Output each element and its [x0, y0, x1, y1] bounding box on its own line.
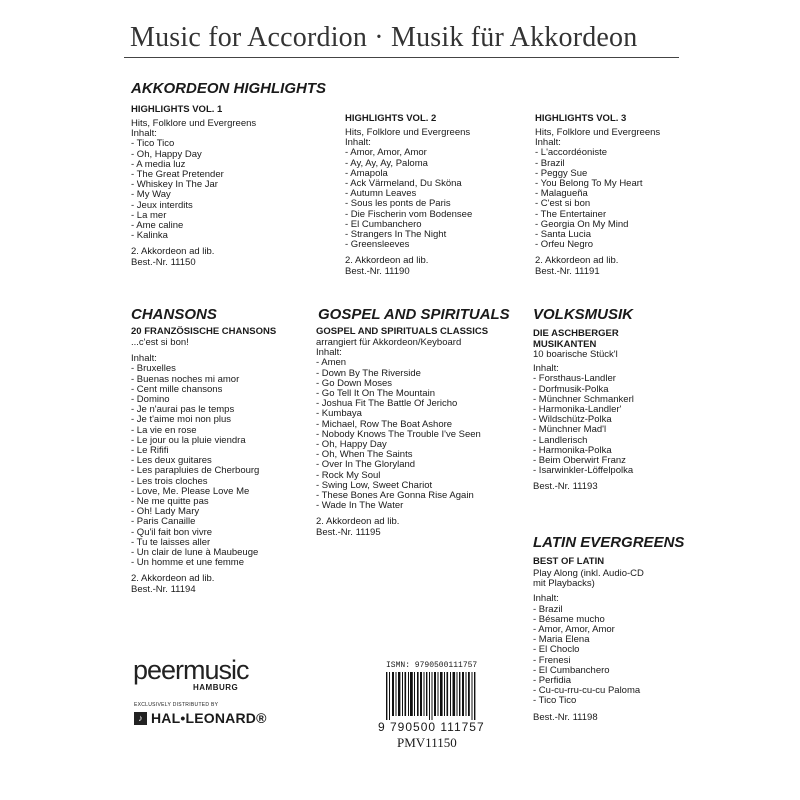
catalog-number: PMV11150 — [397, 735, 457, 750]
list-item: - Rock My Soul — [316, 469, 381, 481]
list-item: - Landlerisch — [533, 434, 588, 446]
list-item: - Oh, Happy Day — [131, 148, 202, 160]
ismn-text: ISMN: 9790500111757 — [386, 661, 478, 670]
vol2-subtitle: HIGHLIGHTS VOL. 2 — [345, 113, 437, 124]
hal-leonard-wordmark: HAL•LEONARD® — [151, 710, 267, 726]
chansons-note: 2. Akkordeon ad lib. — [131, 573, 215, 585]
list-item: - Go Down Moses — [316, 377, 393, 389]
vol1-block — [131, 104, 321, 268]
peermusic-wordmark: peermusic — [133, 655, 249, 685]
list-item: - Le Rififi — [131, 445, 169, 457]
list-item: - A media luz — [131, 158, 186, 170]
chansons-block — [131, 326, 311, 595]
chansons-list — [131, 364, 311, 568]
vol3-desc: Hits, Folklore und Evergreens — [535, 127, 661, 138]
list-item: - Die Fischerin vom Bodensee — [345, 208, 473, 220]
list-item: - Amen — [316, 357, 347, 369]
list-item: - Cent mille chansons — [131, 383, 223, 395]
list-item: - Kumbaya — [316, 408, 362, 420]
vol2-desc: Hits, Folklore und Evergreens — [345, 127, 471, 138]
list-item: - Bruxelles — [131, 363, 176, 375]
list-item: - Oh! Lady Mary — [131, 506, 200, 518]
list-item: - La vie en rose — [131, 424, 197, 436]
list-item: - Strangers In The Night — [345, 229, 447, 241]
list-item: - Nobody Knows The Trouble I've Seen — [316, 428, 481, 440]
list-item: - Frenesi — [533, 654, 571, 666]
list-item: - Tico Tico — [533, 695, 577, 707]
vol1-note: 2. Akkordeon ad lib. — [131, 246, 215, 258]
chansons-subtitle: 20 FRANZÖSISCHE CHANSONS — [131, 326, 277, 337]
section-title-latin: LATIN EVERGREENS — [533, 534, 685, 551]
gospel-block — [316, 326, 516, 538]
vol1-inhalt: Inhalt: — [131, 128, 157, 140]
gospel-desc: arrangiert für Akkordeon/Keyboard — [316, 337, 462, 348]
list-item: - C'est si bon — [535, 198, 591, 210]
list-item: - Swing Low, Sweet Chariot — [316, 479, 433, 491]
list-item: - Perfidia — [533, 675, 572, 687]
list-item: - Paris Canaille — [131, 516, 196, 528]
volksmusik-subtitle-1: DIE ASCHBERGER — [533, 328, 619, 339]
list-item: - Brazil — [535, 157, 565, 169]
vol1-subtitle: HIGHLIGHTS VOL. 1 — [131, 104, 223, 115]
latin-list — [533, 605, 713, 707]
gospel-inhalt: Inhalt: — [316, 347, 342, 359]
barcode-bars — [386, 672, 475, 720]
gospel-order: Best.-Nr. 11195 — [316, 526, 381, 538]
list-item: - Münchner Mad'l — [533, 424, 607, 436]
list-item: - Les trois cloches — [131, 475, 208, 487]
hal-leonard-logo — [134, 710, 267, 726]
vol2-inhalt: Inhalt: — [345, 137, 371, 149]
gospel-list — [316, 358, 516, 511]
list-item: - These Bones Are Gonna Rise Again — [316, 490, 474, 502]
vol3-inhalt: Inhalt: — [535, 137, 561, 149]
list-item: - My Way — [131, 189, 171, 201]
list-item: - Sous les ponts de Paris — [345, 198, 451, 210]
list-item: - Un clair de lune à Maubeuge — [131, 547, 259, 559]
list-item: - Buenas noches mi amor — [131, 373, 240, 385]
list-item: - Tico Tico — [131, 138, 175, 150]
list-item: - Peggy Sue — [535, 167, 588, 179]
list-item: - Les parapluies de Cherbourg — [131, 465, 260, 477]
list-item: - El Cumbanchero — [345, 218, 422, 230]
list-item: - Autumn Leaves — [345, 188, 417, 200]
volksmusik-block — [533, 328, 713, 493]
section-title-volksmusik: VOLKSMUSIK — [533, 306, 634, 323]
section-title-gospel: GOSPEL AND SPIRITUALS — [318, 306, 510, 323]
list-item: - Les deux guitares — [131, 455, 212, 467]
list-item: - Forsthaus-Landler — [533, 373, 616, 385]
list-item: - Münchner Schmankerl — [533, 393, 634, 405]
gospel-subtitle: GOSPEL AND SPIRITUALS CLASSICS — [316, 326, 489, 337]
list-item: - Je n'aurai pas le temps — [131, 404, 235, 416]
list-item: - Harmonika-Landler' — [533, 404, 622, 416]
chansons-inhalt: Inhalt: — [131, 353, 157, 365]
vol3-block — [535, 113, 715, 277]
list-item: - Ame caline — [131, 220, 184, 232]
gospel-note: 2. Akkordeon ad lib. — [316, 516, 400, 528]
list-item: - Michael, Row The Boat Ashore — [316, 418, 453, 430]
vol3-subtitle: HIGHLIGHTS VOL. 3 — [535, 113, 627, 124]
latin-inhalt: Inhalt: — [533, 593, 559, 605]
barcode-digits: 9 790500 111757 — [378, 720, 485, 734]
volksmusik-subtitle-2: MUSIKANTEN — [533, 339, 597, 350]
list-item: - Over In The Gloryland — [316, 459, 416, 471]
list-item: - Amor, Amor, Amor — [533, 624, 615, 636]
page-title: Music for Accordion · Musik für Akkordeon — [130, 22, 638, 53]
list-item: - Isarwinkler-Löffelpolka — [533, 465, 634, 477]
list-item: - Amor, Amor, Amor — [345, 147, 427, 159]
list-item: - Wildschütz-Polka — [533, 414, 612, 426]
vol1-list — [131, 139, 321, 241]
chansons-order: Best.-Nr. 11194 — [131, 583, 196, 595]
list-item: - Orfeu Negro — [535, 239, 594, 251]
latin-desc-2: mit Playbacks) — [533, 578, 595, 590]
vol3-list — [535, 148, 715, 250]
list-item: - La mer — [131, 209, 167, 221]
list-item: - Brazil — [533, 603, 563, 615]
list-item: - Malagueña — [535, 188, 588, 200]
list-item: - Oh, Happy Day — [316, 439, 387, 451]
list-item: - El Cumbanchero — [533, 664, 610, 676]
peermusic-logo — [133, 656, 268, 696]
list-item: - L'accordéoniste — [535, 147, 608, 159]
vol2-block — [345, 113, 525, 277]
latin-desc-1: Play Along (inkl. Audio-CD — [533, 568, 644, 579]
latin-subtitle: BEST OF LATIN — [533, 556, 605, 567]
list-item: - Tu te laisses aller — [131, 536, 211, 548]
vol3-order: Best.-Nr. 11191 — [535, 265, 600, 277]
peermusic-hamburg: HAMBURG — [193, 683, 239, 692]
list-item: - Down By The Riverside — [316, 367, 421, 379]
list-item: - Le jour ou la pluie viendra — [131, 434, 246, 446]
volksmusik-order: Best.-Nr. 11193 — [533, 481, 598, 493]
list-item: - Harmonika-Polka — [533, 444, 612, 456]
vol3-note: 2. Akkordeon ad lib. — [535, 255, 619, 267]
list-item: - Wade In The Water — [316, 500, 404, 512]
latin-block — [533, 556, 713, 723]
list-item: - Je t'aime moi non plus — [131, 414, 232, 426]
list-item: - El Choclo — [533, 644, 580, 656]
list-item: - Ne me quitte pas — [131, 496, 209, 508]
latin-order: Best.-Nr. 11198 — [533, 711, 598, 723]
list-item: - Amapola — [345, 167, 388, 179]
list-item: - Beim Oberwirt Franz — [533, 455, 626, 467]
list-item: - Domino — [131, 394, 170, 406]
list-item: - Santa Lucia — [535, 229, 591, 241]
vol2-note: 2. Akkordeon ad lib. — [345, 255, 429, 267]
list-item: - Dorfmusik-Polka — [533, 383, 609, 395]
list-item: - Cu-cu-rru-cu-cu Paloma — [533, 685, 641, 697]
vol2-list — [345, 148, 525, 250]
hal-leonard-mark-icon: ♪ — [134, 712, 147, 725]
list-item: - Georgia On My Mind — [535, 218, 629, 230]
volksmusik-inhalt: Inhalt: — [533, 363, 559, 375]
vol1-order: Best.-Nr. 11150 — [131, 256, 196, 268]
volksmusik-list — [533, 374, 713, 476]
list-item: - Greensleeves — [345, 239, 410, 251]
chansons-desc: ...c'est si bon! — [131, 337, 189, 348]
vol1-desc: Hits, Folklore und Evergreens — [131, 118, 257, 129]
list-item: - Qu'il fait bon vivre — [131, 526, 213, 538]
list-item: - Un homme et une femme — [131, 557, 244, 569]
list-item: - Ay, Ay, Ay, Paloma — [345, 157, 428, 169]
list-item: - Love, Me. Please Love Me — [131, 485, 250, 497]
list-item: - Maria Elena — [533, 634, 590, 646]
list-item: - You Belong To My Heart — [535, 178, 643, 190]
list-item: - Bésame mucho — [533, 613, 605, 625]
header-rule — [124, 57, 679, 58]
barcode — [384, 672, 480, 722]
list-item: - Ack Värmeland, Du Sköna — [345, 178, 462, 190]
list-item: - Oh, When The Saints — [316, 449, 413, 461]
list-item: - Joshua Fit The Battle Of Jericho — [316, 398, 458, 410]
list-item: - Whiskey In The Jar — [131, 179, 218, 191]
distributed-by-text: EXCLUSIVELY DISTRIBUTED BY — [134, 702, 219, 708]
list-item: - The Great Pretender — [131, 169, 224, 181]
vol2-order: Best.-Nr. 11190 — [345, 265, 410, 277]
section-title-chansons: CHANSONS — [131, 306, 217, 323]
section-title-akkordeon: AKKORDEON HIGHLIGHTS — [131, 80, 326, 97]
list-item: - Kalinka — [131, 230, 168, 242]
volksmusik-desc: 10 boarische Stück'l — [533, 349, 618, 360]
list-item: - Go Tell It On The Mountain — [316, 388, 435, 400]
list-item: - Jeux interdits — [131, 199, 193, 211]
list-item: - The Entertainer — [535, 208, 607, 220]
